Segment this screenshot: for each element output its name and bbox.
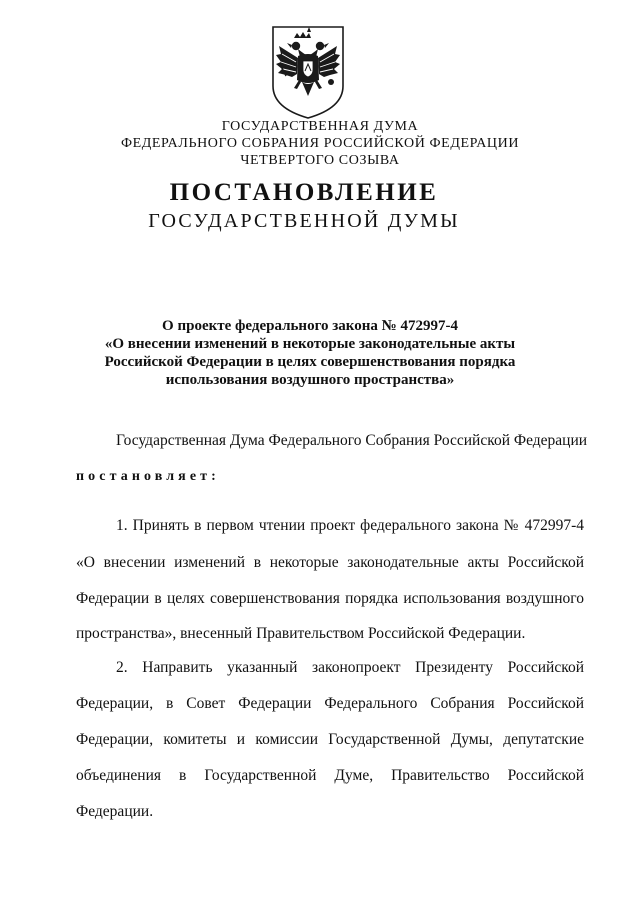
subject-line: О проекте федерального закона № 472997-4 [162,318,458,334]
paragraph-1-line: пространства», внесенный Правительством Российской Федерации. [76,625,526,642]
header-line-federal-assembly: ФЕДЕРАЛЬНОГО СОБРАНИЯ РОССИЙСКОЙ ФЕДЕРАЦИИ [120,136,520,151]
coat-of-arms-emblem [270,24,346,120]
paragraph-2-line: Федерации, в Совет Федерации Федерального Собрания Российской [76,695,584,712]
preamble-text: Государственная Дума Федерального Собрания Российской Федерации [116,432,588,449]
paragraph-1-line: Федерации в целях совершенствования порядка использования воздушного [76,590,584,607]
paragraph-2-line: Федерации, комитеты и комиссии Государственной Думы, депутатские [76,731,584,748]
document-subject [100,317,520,389]
paragraph-2-line: объединения в Государственной Думе, Правительство Российской [76,767,584,784]
document-title: ПОСТАНОВЛЕНИЕ [169,179,439,206]
subject-line: «О внесении изменений в некоторые законодательные акты [104,336,516,352]
paragraph-1-line: 1. Принять в первом чтении проект федерального закона № 472997-4 [116,517,584,534]
document-subtitle: ГОСУДАРСТВЕННОЙ ДУМЫ [148,210,460,232]
paragraph-2-line: 2. Направить указанный законопроект Президенту Российской [116,659,584,676]
resolves-heading: постановляет: [76,469,220,484]
subject-line: Российской Федерации в целях совершенствования порядка [104,354,516,370]
header-line-state-duma: ГОСУДАРСТВЕННАЯ ДУМА [221,119,419,134]
paragraph-1-line: «О внесении изменений в некоторые законодательные акты Российской [76,554,584,571]
header-line-convocation: ЧЕТВЕРТОГО СОЗЫВА [240,153,400,168]
paragraph-2-line: Федерации. [76,803,154,820]
subject-line: использования воздушного пространства» [165,372,455,388]
